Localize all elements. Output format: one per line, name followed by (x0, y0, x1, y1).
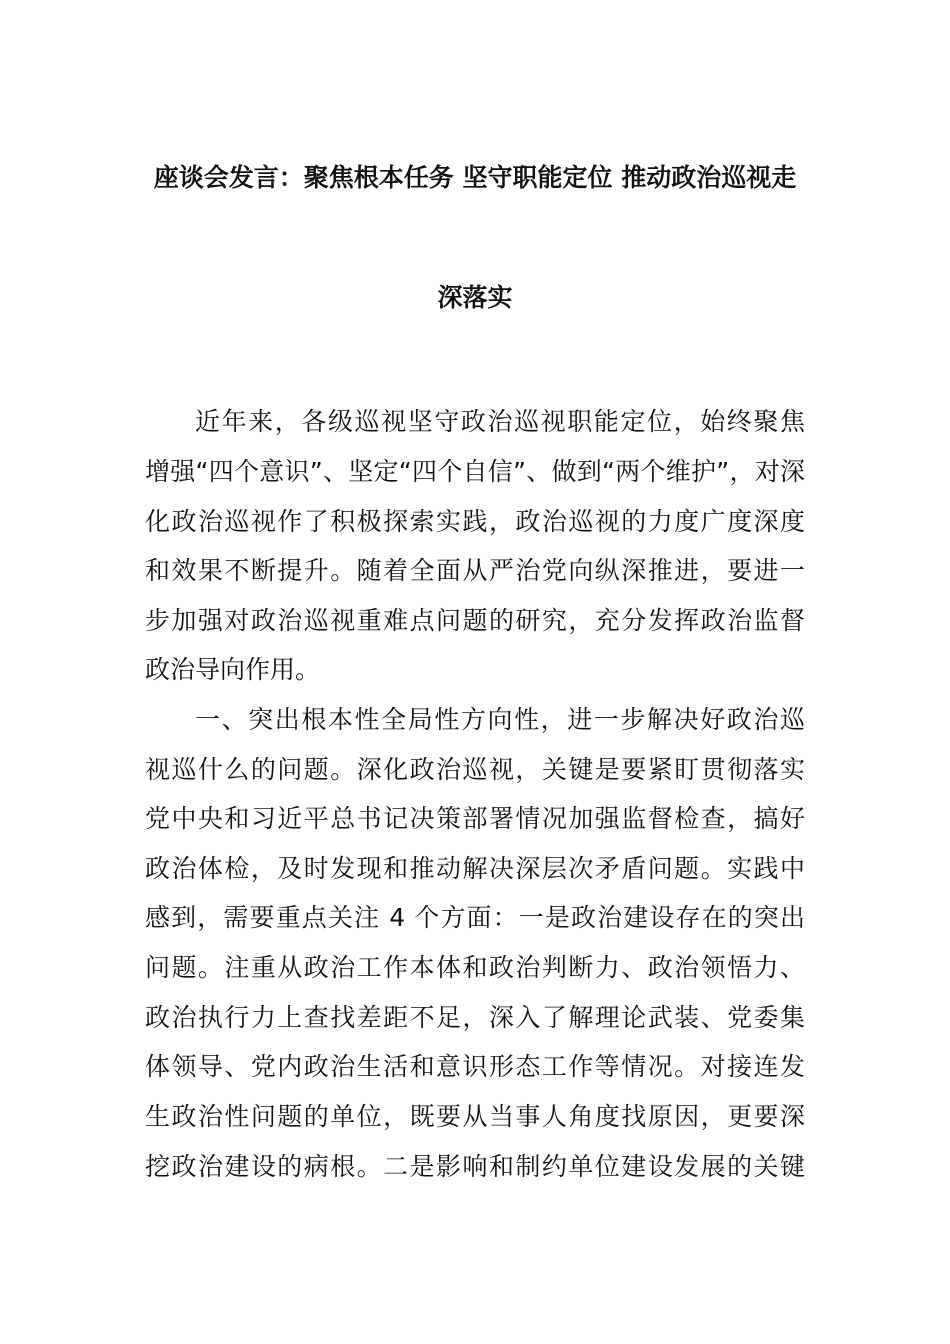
paragraph-2-line-1: 一、突出根本性全局性方向性，进一步解决好政治巡 (195, 705, 805, 734)
paragraph-2-line-5: 感到，需要重点关注 4 个方面：一是政治建设存在的突出 (145, 903, 805, 932)
paragraph-2-line-2: 视巡什么的问题。深化政治巡视，关键是要紧盯贯彻落实 (145, 755, 805, 784)
paragraph-2-line-8: 体领导、党内政治生活和意识形态工作等情况。对接连发 (145, 1052, 805, 1081)
document-title-line-1: 座谈会发言：聚焦根本任务 坚守职能定位 推动政治巡视走 (153, 163, 797, 192)
paragraph-1-line-2: 增强“四个意识”、坚定“四个自信”、做到“两个维护”，对深 (145, 457, 805, 486)
paragraph-2-line-6: 问题。注重从政治工作本体和政治判断力、政治领悟力、 (145, 953, 805, 982)
paragraph-2-line-9: 生政治性问题的单位，既要从当事人角度找原因，更要深 (145, 1102, 805, 1131)
paragraph-1-line-1: 近年来，各级巡视坚守政治巡视职能定位，始终聚焦 (195, 407, 805, 436)
paragraph-2-line-3: 党中央和习近平总书记决策部署情况加强监督检查，搞好 (145, 804, 805, 833)
paragraph-1-line-6: 政治导向作用。 (145, 655, 321, 684)
paragraph-1-line-4: 和效果不断提升。随着全面从严治党向纵深推进，要进一 (145, 556, 805, 585)
paragraph-1-line-5: 步加强对政治巡视重难点问题的研究，充分发挥政治监督 (145, 606, 805, 635)
paragraph-2-line-7: 政治执行力上查找差距不足，深入了解理论武装、党委集 (145, 1003, 805, 1032)
document-title-line-2: 深落实 (437, 283, 513, 312)
paragraph-2-line-4: 政治体检，及时发现和推动解决深层次矛盾问题。实践中 (145, 854, 805, 883)
paragraph-1-line-3: 化政治巡视作了积极探索实践，政治巡视的力度广度深度 (145, 507, 805, 536)
paragraph-2-line-10: 挖政治建设的病根。二是影响和制约单位建设发展的关键 (145, 1152, 805, 1181)
